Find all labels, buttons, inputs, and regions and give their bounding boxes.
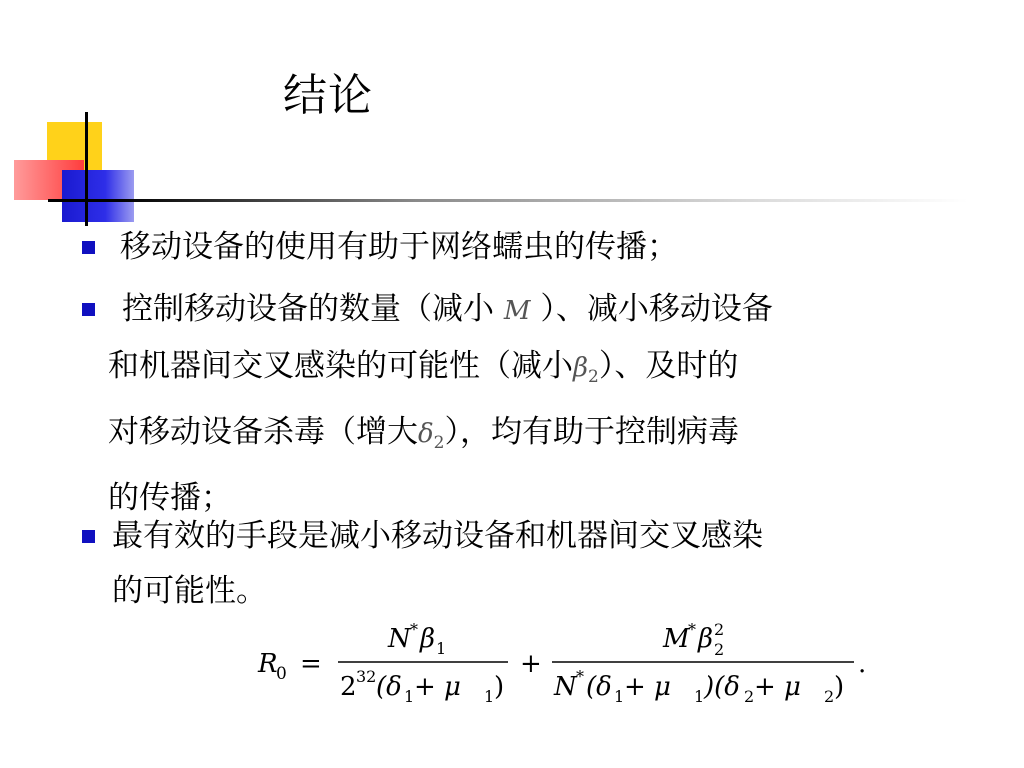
math-delta2 [418, 419, 445, 454]
frac2-num-beta-sub: 2 [714, 640, 725, 659]
frac2-den-N: N [554, 672, 577, 702]
formula-equals: = [300, 649, 322, 679]
bullet-1-text [120, 220, 678, 275]
bullet-2-line-2-b: ）、及时的 [598, 348, 739, 384]
frac2-den-open-delta1: (δ [586, 672, 612, 702]
frac2-den-delta1-sub: 1 [614, 687, 625, 706]
frac2-num-beta-sup: 2 [714, 620, 725, 639]
blue-gradient-shape [62, 170, 134, 222]
bullet-2-line-1-a: 控制移动设备的数量（减小 [122, 291, 494, 327]
vertical-rule [85, 112, 88, 226]
bullet-1-line-1: 移动设备的使用有助于网络蠕虫的传播； [120, 229, 678, 265]
math-M: M [503, 296, 531, 326]
formula-lhs: R [258, 649, 278, 679]
frac1-den-close: ) [494, 672, 505, 702]
corner-decoration [0, 0, 1024, 240]
frac2-den-close: ) [834, 672, 845, 702]
bullet-3-line-2: 的可能性。 [112, 573, 267, 609]
bullet-2-line-1-b: ）、减小移动设备 [540, 291, 773, 327]
bullet-3-line-1: 最有效的手段是减小移动设备和机器间交叉感染 [112, 518, 763, 554]
bullet-marker [82, 530, 95, 543]
math-beta-subscript: 2 [588, 367, 599, 388]
math-beta-symbol: β [573, 353, 589, 383]
r0-formula [250, 615, 890, 710]
bullet-2-line-3 [108, 405, 988, 471]
frac1-den-base: 2 [340, 672, 357, 702]
frac1-num-beta: β [420, 624, 436, 654]
math-beta2 [573, 353, 599, 388]
frac1-den-delta-sub: 1 [404, 687, 415, 706]
frac2-den-mu2-sub: 2 [824, 687, 835, 706]
title-underline-rule [48, 199, 968, 202]
frac1-num-star: * [410, 620, 418, 639]
math-delta-subscript: 2 [433, 433, 445, 454]
frac2-num-star: * [688, 620, 696, 639]
math-delta-symbol: δ [418, 419, 434, 450]
frac2-num-M: M [663, 624, 690, 654]
frac2-den-star: * [576, 667, 584, 686]
frac1-num-N: N [388, 624, 411, 654]
bullet-marker [82, 303, 95, 316]
bullet-2-text [108, 282, 988, 526]
slide-title: 结论 [283, 70, 373, 121]
frac2-den-open-delta2: )(δ [704, 672, 740, 702]
bullet-2-line-4: 的传播； [108, 480, 232, 517]
frac2-den-plus-mu1: + μ [624, 672, 671, 702]
formula-period: . [858, 649, 867, 679]
frac2-den-plus-mu2: + μ [754, 672, 801, 702]
bullet-marker [82, 241, 95, 254]
bullet-2-line-3-b: ），均有助于控制病毒 [444, 414, 739, 451]
formula-plus: + [520, 649, 542, 679]
bullet-2-line-1 [108, 282, 988, 339]
bullet-2-line-3-a: 对移动设备杀毒（增大 [108, 414, 418, 451]
frac2-den-mu1-sub: 1 [694, 687, 705, 706]
frac1-den-open-delta: (δ [376, 672, 402, 702]
frac1-den-plus-mu: + μ [414, 672, 461, 702]
bullet-2-line-2-a: 和机器间交叉感染的可能性（减小 [108, 348, 573, 384]
frac2-num-beta: β [698, 624, 714, 654]
frac1-den-exp: 32 [356, 667, 377, 686]
frac1-num-beta-sub: 1 [436, 639, 447, 658]
frac2-den-delta2-sub: 2 [744, 687, 755, 706]
formula-lhs-sub: 0 [276, 664, 287, 684]
bullet-2-line-2 [108, 339, 988, 405]
frac1-den-mu-sub: 1 [484, 687, 495, 706]
bullet-3-text [112, 509, 763, 619]
